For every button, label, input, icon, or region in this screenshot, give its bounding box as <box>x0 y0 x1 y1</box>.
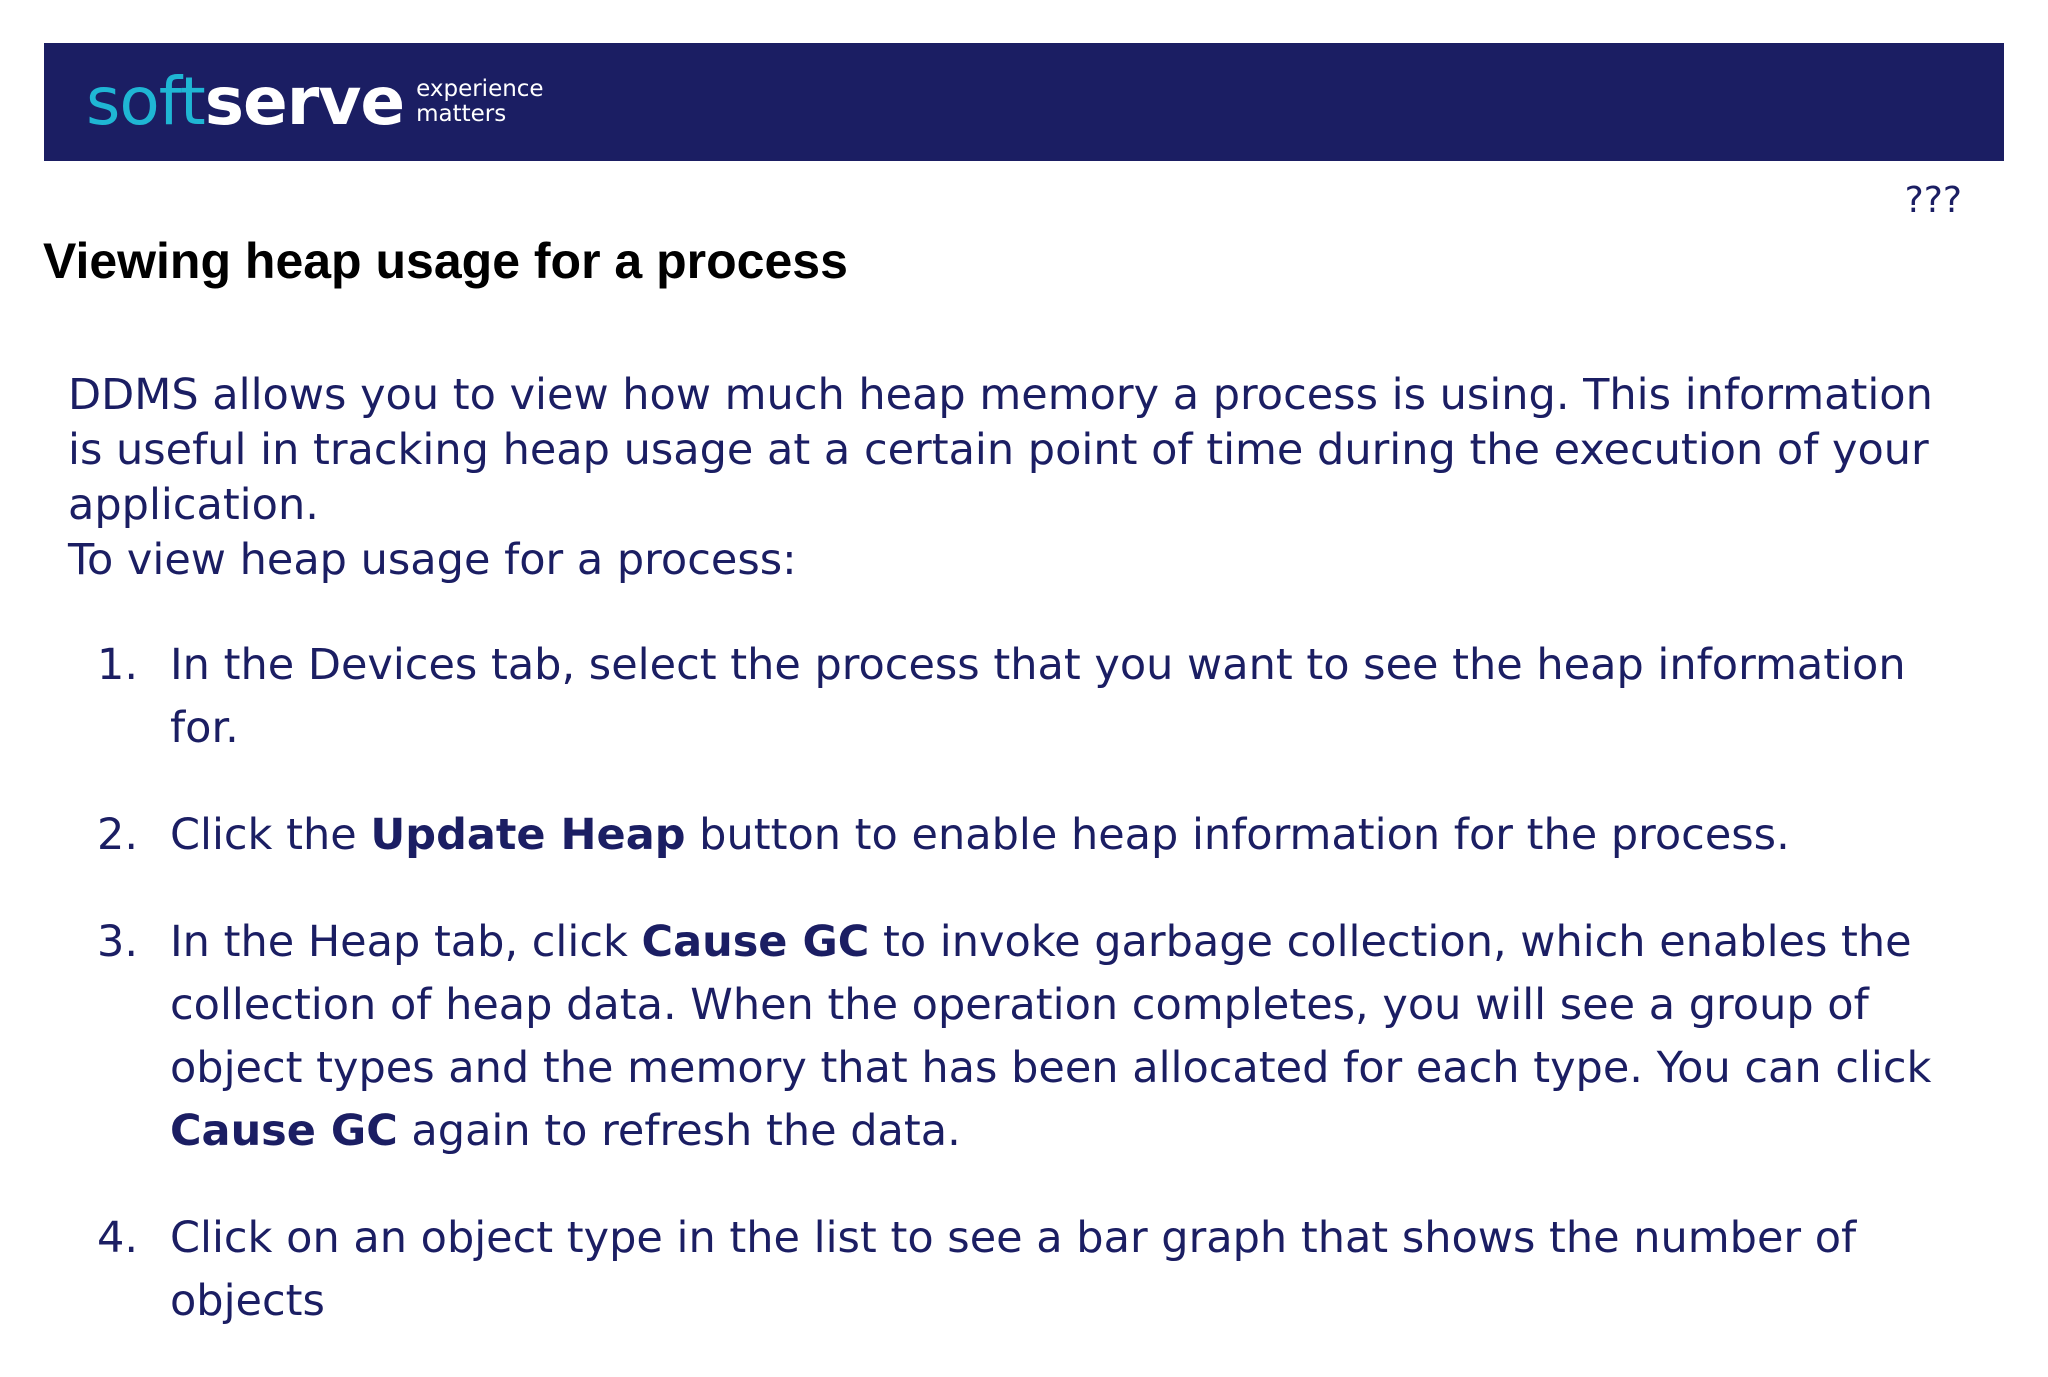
step-text-part: to invoke garbage collection, which enables the collection of heap data. When the operation completes, you will see a group of object types and the memory that has been allocated for each type. You can click <box>170 917 1932 1093</box>
list-item <box>68 804 1978 867</box>
step-text: Click on an object type in the list to see a bar graph that shows the number of objects <box>170 1213 1857 1326</box>
step-text <box>170 911 1978 1163</box>
steps-list <box>68 634 1978 1333</box>
logo-serve-text: serve <box>204 63 405 140</box>
step-number: 2. <box>97 810 139 860</box>
step-text-part: Click the <box>170 810 371 860</box>
step-text-part: button to enable heap information for the process. <box>685 810 1790 860</box>
step-text-part: In the Heap tab, click <box>170 917 642 967</box>
logo-tagline <box>416 77 543 127</box>
header-banner <box>44 43 2004 161</box>
intro-paragraph: DDMS allows you to view how much heap memory a process is using. This information is useful in tracking heap usage at a certain point of time during the execution of your application. <box>68 370 1933 530</box>
slide-number: ??? <box>1904 180 1962 221</box>
tagline-line-2: matters <box>416 101 507 127</box>
step-number: 4. <box>97 1213 139 1263</box>
softserve-logo <box>86 57 544 147</box>
logo-soft-text: soft <box>86 63 205 140</box>
step-number: 1. <box>97 640 139 690</box>
page-title: Viewing heap usage for a process <box>43 233 848 289</box>
list-item <box>68 634 1978 760</box>
step-text <box>170 804 1978 867</box>
cause-gc-label: Cause GC <box>641 917 870 967</box>
intro-lead: To view heap usage for a process: <box>68 535 797 585</box>
step-text: In the Devices tab, select the process that you want to see the heap information for. <box>170 640 1906 753</box>
tagline-line-1: experience <box>416 76 544 102</box>
list-item <box>68 911 1978 1163</box>
update-heap-label: Update Heap <box>370 810 686 860</box>
cause-gc-label: Cause GC <box>170 1106 398 1156</box>
slide-content <box>68 368 1978 1377</box>
logo-wordmark <box>86 63 405 140</box>
list-item <box>68 1207 1978 1333</box>
step-text-part: again to refresh the data. <box>397 1106 961 1156</box>
step-number: 3. <box>97 917 139 967</box>
